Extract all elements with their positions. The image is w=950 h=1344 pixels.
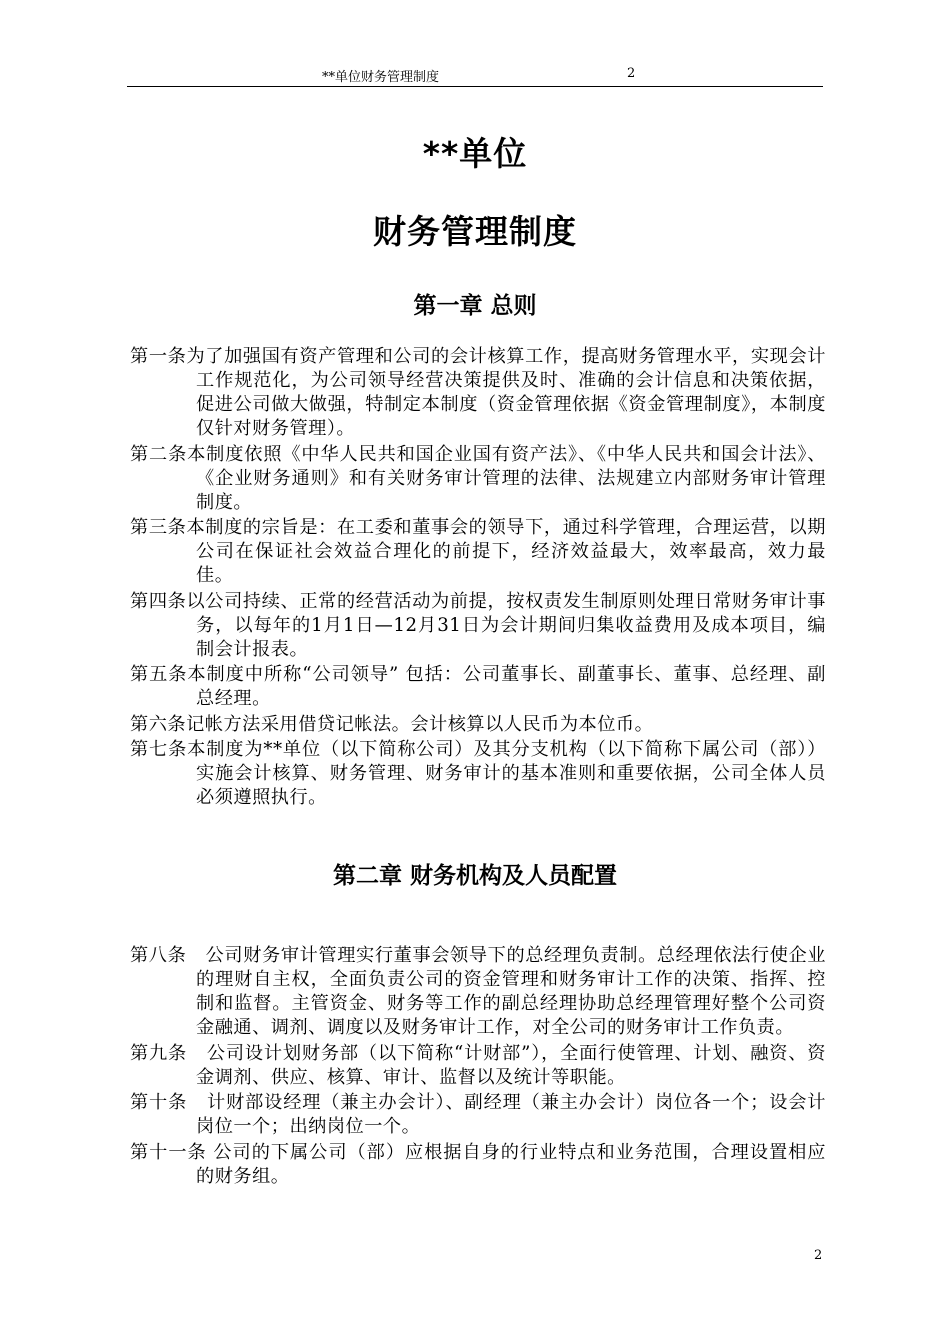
- article: [130, 713, 826, 737]
- article-number: 第一条: [130, 346, 187, 367]
- article-text: 公司的下属公司（部）应根据自身的行业特点和业务范围，合理设置相应的财务组。: [196, 1141, 826, 1187]
- article: [130, 738, 826, 810]
- running-header: [127, 62, 823, 87]
- article-text: 记帐方法采用借贷记帐法。会计核算以人民币为本位币。: [186, 713, 654, 735]
- article: [130, 345, 826, 441]
- article-number: 第六条: [130, 713, 187, 735]
- article: [130, 1141, 826, 1189]
- running-header-page-number: 2: [627, 66, 636, 81]
- article-number: 第九条: [130, 1042, 207, 1064]
- article: [130, 443, 826, 515]
- article-number: 第二条: [130, 443, 188, 465]
- article-text: 本制度为**单位（以下简称公司）及其分支机构（以下简称下属公司（部））实施会计核算、财务管理、财务审计的基本准则和重要依据，公司全体人员必须遵照执行。: [187, 739, 826, 808]
- article: [130, 516, 826, 588]
- article-text: 公司财务审计管理实行董事会领导下的总经理负责制。总经理依法行使企业的理财自主权，全面负责公司的资金管理和财务审计工作的决策、指挥、控制和监督。主管资金、财务等工作的副总经理协助总经理管理好整个公司资金融通、调剂、调度以及财务审计工作，对全公司的财务审计工作负责。: [196, 945, 826, 1038]
- article-number: 第十一条: [130, 1141, 214, 1163]
- document-title-line1: **单位: [422, 134, 528, 173]
- article: [130, 1042, 826, 1090]
- article-number: 第四条: [130, 590, 187, 612]
- article-number: 第十条: [130, 1092, 208, 1113]
- article-number: 第八条: [130, 945, 206, 966]
- chapter1-heading: 第一章 总则: [413, 293, 537, 319]
- article-number: 第五条: [130, 664, 188, 685]
- chapter1-articles: [130, 345, 826, 812]
- article-text: 以公司持续、正常的经营活动为前提，按权责发生制原则处理日常财务审计事务，以每年的1月1日—12月31日为会计期间归集收益费用及成本项目，编制会计报表。: [186, 590, 826, 660]
- footer-page-number: 2: [814, 1248, 823, 1263]
- article: [130, 663, 826, 711]
- article-number: 第七条: [130, 739, 188, 760]
- article-text: 为了加强国有资产管理和公司的会计核算工作，提高财务管理水平，实现会计工作规范化，为公司领导经营决策提供及时、准确的会计信息和决策依据，促进公司做大做强，特制定本制度（资金管理依据《资金管理制度》，本制度仅针对财务管理）。: [186, 346, 826, 439]
- article: [130, 590, 826, 662]
- chapter2-articles: [130, 944, 826, 1190]
- running-header-title: **单位财务管理制度: [322, 70, 440, 85]
- article-text: 本制度中所称“公司领导” 包括：公司董事长、副董事长、董事、总经理、副总经理。: [187, 664, 826, 709]
- article-text: 计财部设经理（兼主办会计）、副经理（兼主办会计）岗位各一个；设会计岗位一个；出纳岗位一个。: [196, 1092, 826, 1137]
- article-text: 本制度的宗旨是：在工委和董事会的领导下，通过科学管理，合理运营，以期公司在保证社会效益合理化的前提下，经济效益最大，效率最高，效力最佳。: [186, 517, 826, 586]
- article: [130, 944, 826, 1040]
- article-text: 本制度依照《中华人民共和国企业国有资产法》、《中华人民共和国会计法》、《企业财务通则》和有关财务审计管理的法律、法规建立内部财务审计管理制度。: [187, 443, 826, 513]
- article: [130, 1091, 826, 1139]
- document-title-line2: 财务管理制度: [373, 212, 577, 251]
- chapter2-heading: 第二章 财务机构及人员配置: [332, 863, 617, 889]
- article-number: 第三条: [130, 517, 187, 538]
- article-text: 公司设计划财务部（以下简称“计财部”），全面行使管理、计划、融资、资金调剂、供应、核算、审计、监督以及统计等职能。: [196, 1042, 826, 1088]
